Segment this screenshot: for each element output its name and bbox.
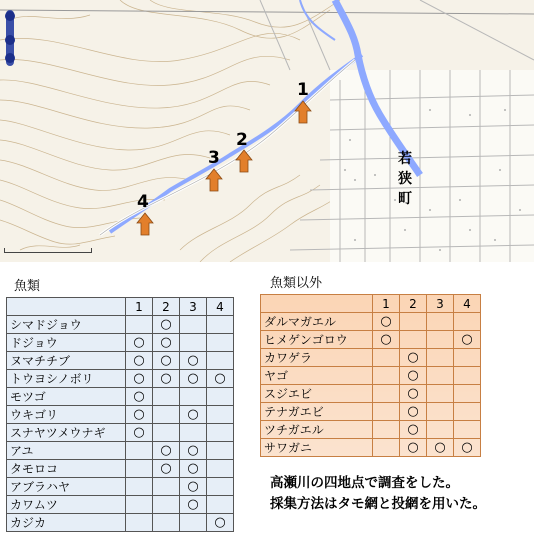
column-header: 3 (180, 298, 207, 316)
presence-mark (153, 514, 180, 532)
presence-mark: ○ (207, 370, 234, 388)
presence-mark: ○ (400, 421, 427, 439)
species-name: タモロコ (7, 460, 126, 478)
presence-mark (153, 478, 180, 496)
presence-mark: ○ (126, 388, 153, 406)
presence-mark (180, 424, 207, 442)
presence-mark (454, 349, 481, 367)
column-header: 1 (373, 295, 400, 313)
presence-mark (373, 439, 400, 457)
table-row (7, 424, 234, 442)
presence-mark (427, 313, 454, 331)
presence-mark: ○ (454, 439, 481, 457)
presence-mark (126, 316, 153, 334)
survey-point-2-label: 2 (236, 130, 248, 150)
fish-section-title: 魚類 (14, 279, 41, 294)
presence-mark: ○ (153, 352, 180, 370)
presence-mark: ○ (180, 478, 207, 496)
presence-mark (427, 403, 454, 421)
zoom-control[interactable] (5, 10, 15, 66)
presence-mark (427, 385, 454, 403)
species-name: ヒメゲンゴロウ (261, 331, 373, 349)
presence-mark: ○ (153, 442, 180, 460)
presence-mark (207, 496, 234, 514)
species-name: ヌマチチブ (7, 352, 126, 370)
presence-mark: ○ (126, 370, 153, 388)
survey-note (270, 473, 486, 515)
presence-mark (207, 388, 234, 406)
presence-mark: ○ (180, 406, 207, 424)
presence-mark: ○ (153, 460, 180, 478)
presence-mark: ○ (153, 370, 180, 388)
table-row (7, 514, 234, 532)
table-row (7, 316, 234, 334)
presence-mark: ○ (400, 367, 427, 385)
species-name: モツゴ (7, 388, 126, 406)
table-row (7, 334, 234, 352)
presence-mark: ○ (400, 403, 427, 421)
presence-mark (207, 406, 234, 424)
presence-mark (454, 367, 481, 385)
presence-mark (454, 385, 481, 403)
presence-mark: ○ (373, 331, 400, 349)
presence-mark (373, 367, 400, 385)
presence-mark (153, 406, 180, 424)
header-blank-cell (261, 295, 373, 313)
species-name: アブラハヤ (7, 478, 126, 496)
zoom-handle-icon[interactable] (5, 35, 15, 45)
presence-mark (373, 421, 400, 439)
presence-mark (207, 442, 234, 460)
presence-mark (427, 331, 454, 349)
presence-mark: ○ (454, 331, 481, 349)
table-row (261, 313, 481, 331)
presence-mark (180, 334, 207, 352)
presence-mark (207, 316, 234, 334)
species-name: サワガニ (261, 439, 373, 457)
town-label-char-1: 若 (398, 151, 412, 167)
presence-mark: ○ (400, 349, 427, 367)
presence-mark (153, 496, 180, 514)
species-name: トウヨシノボリ (7, 370, 126, 388)
table-row (7, 352, 234, 370)
presence-mark (207, 478, 234, 496)
survey-point-4-label: 4 (137, 192, 149, 212)
species-name: スナヤツメウナギ (7, 424, 126, 442)
town-label-char-3: 町 (398, 191, 412, 207)
survey-note-line-2: 採集方法はタモ網と投網を用いた。 (270, 496, 486, 512)
species-name: テナガエビ (261, 403, 373, 421)
table-row (261, 385, 481, 403)
topographic-map[interactable] (0, 0, 534, 262)
species-name: ヤゴ (261, 367, 373, 385)
table-row (7, 460, 234, 478)
species-name: シマドジョウ (7, 316, 126, 334)
table-row (261, 403, 481, 421)
species-name: ドジョウ (7, 334, 126, 352)
header-blank-cell (7, 298, 126, 316)
presence-mark (207, 460, 234, 478)
presence-mark (126, 514, 153, 532)
presence-mark (207, 334, 234, 352)
column-header: 2 (400, 295, 427, 313)
species-name: カワゲラ (261, 349, 373, 367)
table-row (261, 331, 481, 349)
presence-mark (400, 313, 427, 331)
presence-mark: ○ (153, 334, 180, 352)
presence-mark (373, 385, 400, 403)
column-header: 1 (126, 298, 153, 316)
presence-mark (373, 349, 400, 367)
column-header: 4 (454, 295, 481, 313)
presence-mark (207, 352, 234, 370)
species-name: カワムツ (7, 496, 126, 514)
species-name: ツチガエル (261, 421, 373, 439)
survey-point-3-label: 3 (208, 148, 220, 168)
presence-mark: ○ (180, 370, 207, 388)
presence-mark: ○ (180, 496, 207, 514)
table-row (7, 370, 234, 388)
presence-mark (454, 403, 481, 421)
table-row (261, 349, 481, 367)
presence-mark: ○ (126, 334, 153, 352)
presence-mark: ○ (180, 460, 207, 478)
species-name: アユ (7, 442, 126, 460)
presence-mark (126, 478, 153, 496)
column-header: 4 (207, 298, 234, 316)
table-row (261, 367, 481, 385)
presence-mark (153, 424, 180, 442)
table-header-row (7, 298, 234, 316)
other-section-title: 魚類以外 (270, 276, 323, 291)
presence-mark: ○ (373, 313, 400, 331)
presence-mark (454, 421, 481, 439)
column-header: 2 (153, 298, 180, 316)
column-header: 3 (427, 295, 454, 313)
presence-mark (427, 367, 454, 385)
survey-point-1-label: 1 (297, 80, 309, 100)
table-row (7, 478, 234, 496)
presence-mark (180, 316, 207, 334)
species-name: スジエビ (261, 385, 373, 403)
presence-mark: ○ (207, 514, 234, 532)
presence-mark (126, 460, 153, 478)
presence-mark (373, 403, 400, 421)
presence-mark (180, 388, 207, 406)
presence-mark (153, 388, 180, 406)
table-row (7, 442, 234, 460)
survey-note-line-1: 高瀬川の四地点で調査をした。 (270, 475, 459, 491)
other-table (260, 294, 481, 457)
presence-mark: ○ (126, 406, 153, 424)
presence-mark: ○ (400, 385, 427, 403)
table-row (7, 406, 234, 424)
presence-mark (427, 421, 454, 439)
presence-mark (400, 331, 427, 349)
table-row (261, 439, 481, 457)
presence-mark: ○ (427, 439, 454, 457)
presence-mark (126, 496, 153, 514)
species-name: ウキゴリ (7, 406, 126, 424)
presence-mark (427, 349, 454, 367)
species-name: カジカ (7, 514, 126, 532)
presence-mark (207, 424, 234, 442)
zoom-out-icon[interactable] (5, 53, 15, 63)
table-row (7, 496, 234, 514)
fish-table (6, 297, 234, 532)
presence-mark: ○ (126, 424, 153, 442)
presence-mark (180, 514, 207, 532)
presence-mark: ○ (180, 352, 207, 370)
town-label-char-2: 狭 (398, 171, 412, 187)
table-row (7, 388, 234, 406)
zoom-in-icon[interactable] (5, 11, 15, 21)
species-name: ダルマガエル (261, 313, 373, 331)
presence-mark: ○ (153, 316, 180, 334)
presence-mark (454, 313, 481, 331)
table-header-row (261, 295, 481, 313)
presence-mark: ○ (400, 439, 427, 457)
table-row (261, 421, 481, 439)
presence-mark: ○ (126, 352, 153, 370)
presence-mark (126, 442, 153, 460)
scale-bar (4, 248, 92, 253)
presence-mark: ○ (180, 442, 207, 460)
